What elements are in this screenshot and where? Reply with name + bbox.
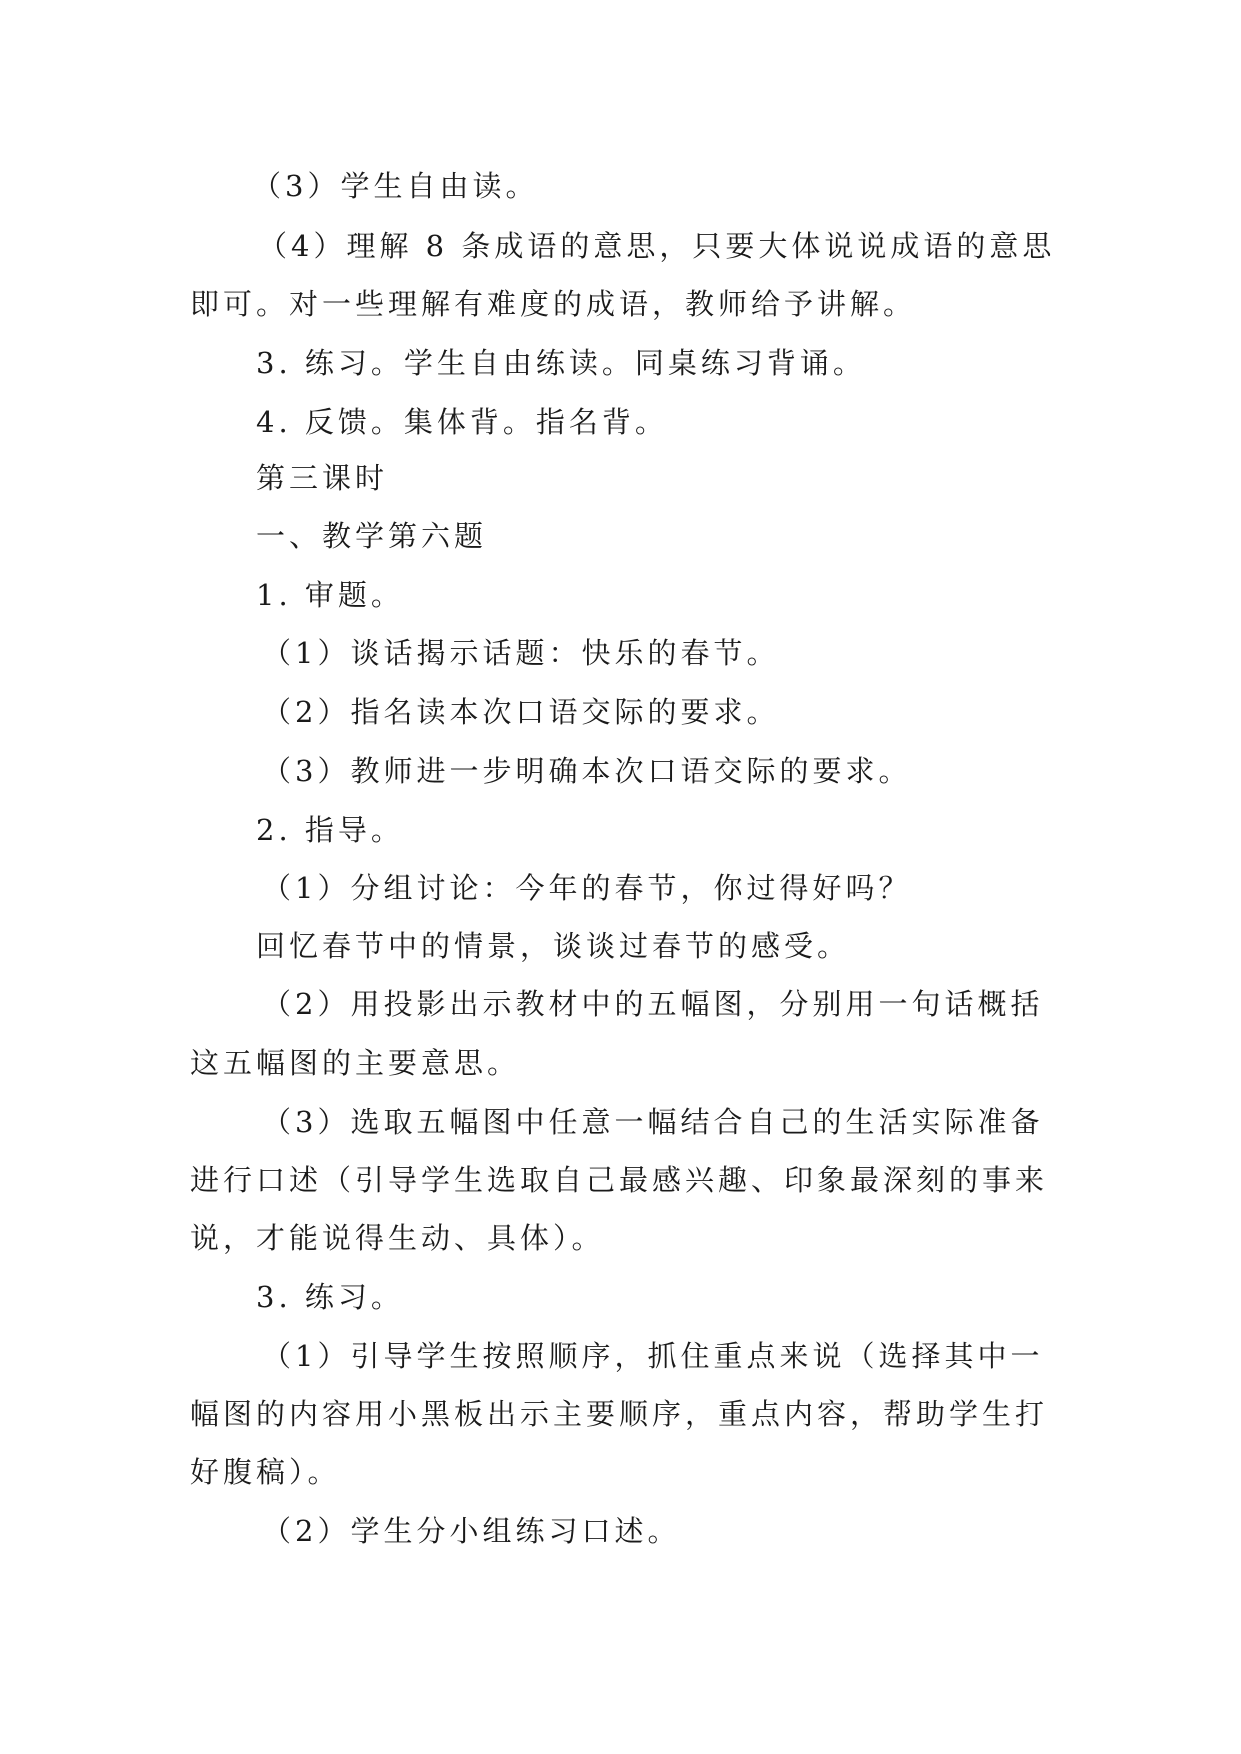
text-line: 好腹稿）。 (190, 1455, 341, 1489)
text-line: 4. 反馈。集体背。指名背。 (256, 405, 668, 439)
text-line: 1. 审题。 (256, 578, 404, 612)
text-line: （2）学生分小组练习口述。 (262, 1514, 681, 1548)
text-line: 说，才能说得生动、具体）。 (190, 1221, 605, 1255)
text-line: 进行口述（引导学生选取自己最感兴趣、印象最深刻的事来 (190, 1163, 1049, 1197)
text-line: 幅图的内容用小黑板出示主要顺序，重点内容，帮助学生打 (190, 1397, 1049, 1431)
text-line: （2）用投影出示教材中的五幅图，分别用一句话概括 (262, 987, 1044, 1021)
text-line: （3）选取五幅图中任意一幅结合自己的生活实际准备 (262, 1105, 1044, 1139)
text-line: 即可。对一些理解有难度的成语，教师给予讲解。 (190, 287, 917, 321)
text-line: 回忆春节中的情景，谈谈过春节的感受。 (256, 929, 851, 963)
section-heading: 一、教学第六题 (256, 519, 488, 553)
text-line: （1）分组讨论：今年的春节，你过得好吗？ (262, 871, 912, 905)
text-line: 这五幅图的主要意思。 (190, 1046, 521, 1080)
text-line: （1）谈话揭示话题：快乐的春节。 (262, 636, 780, 670)
text-line: （3）学生自由读。 (252, 169, 539, 203)
text-line: 2. 指导。 (256, 813, 404, 847)
text-line: （2）指名读本次口语交际的要求。 (262, 695, 780, 729)
text-line: （4）理解 8 条成语的意思，只要大体说说成语的意思 (258, 229, 1056, 263)
text-line: 3. 练习。 (256, 1280, 404, 1314)
section-heading: 第三课时 (256, 461, 389, 495)
text-line: （3）教师进一步明确本次口语交际的要求。 (262, 754, 912, 788)
text-line: （1）引导学生按照顺序，抓住重点来说（选择其中一 (262, 1339, 1044, 1373)
text-line: 3. 练习。学生自由练读。同桌练习背诵。 (256, 346, 866, 380)
